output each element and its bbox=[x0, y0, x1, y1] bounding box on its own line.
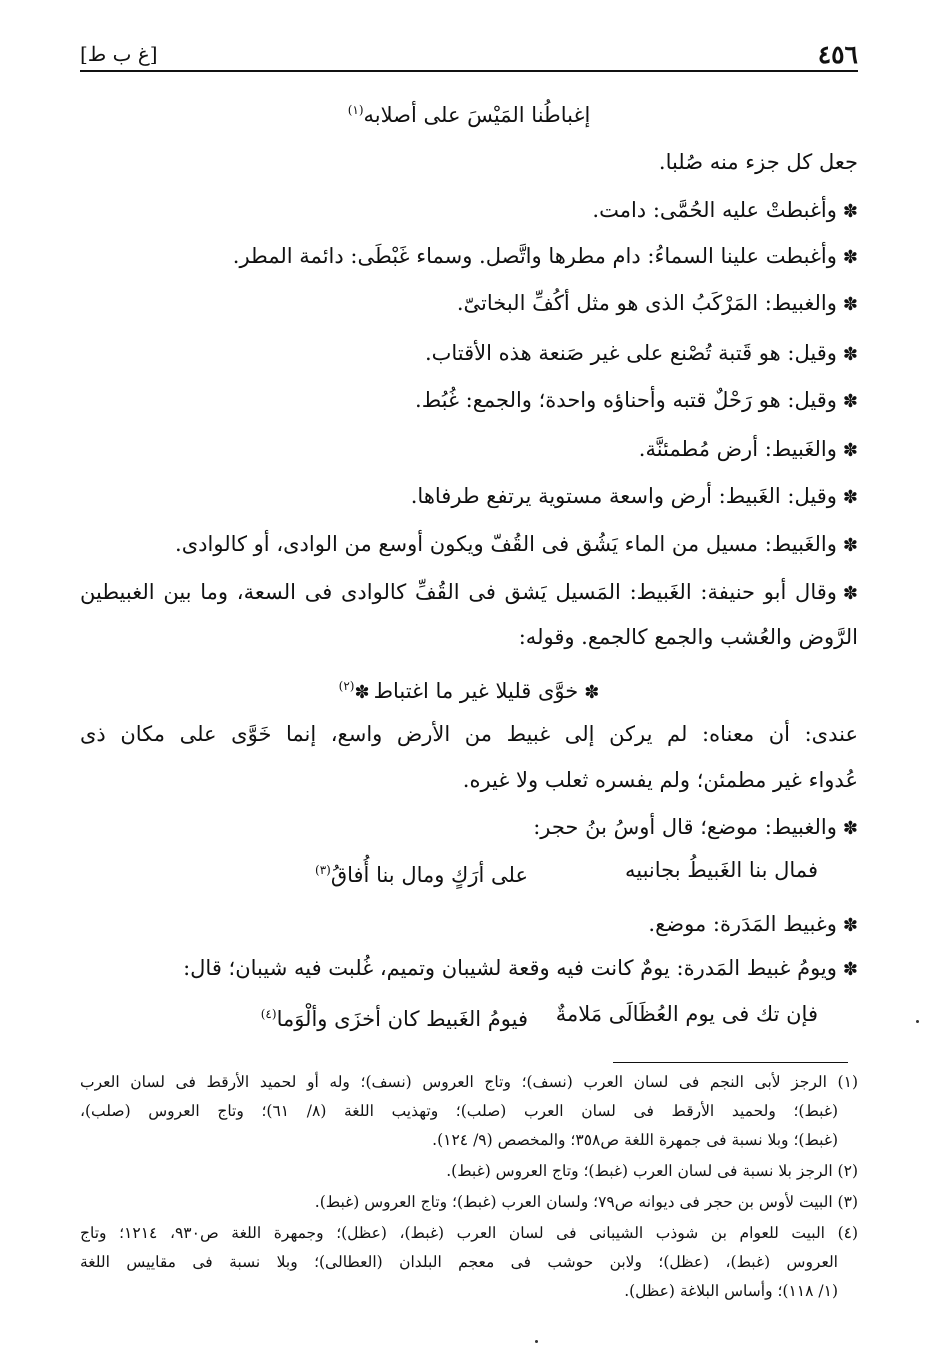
page-number: ٤٥٦ bbox=[817, 40, 858, 69]
entry-line: ✽والغبيط: المَرْكَبُ الذى هو مثل أكُفِّ البخاتىّ. bbox=[456, 291, 858, 315]
entry-star-icon: ✽ bbox=[842, 247, 858, 268]
text-line: الرَّوض والعُشب والجمع كالجمع. وقوله: bbox=[518, 625, 858, 649]
verse-hemistich-right: فإن تك فى يوم العُظَالَى مَلامةٌ bbox=[555, 1002, 818, 1026]
root-letters: [غ ب ط] bbox=[80, 42, 158, 66]
footnote-line: (١) الرجز لأبى النجم فى لسان العرب (نسف)؛ وتاج العروس (نسف)؛ وله أو لحميد الأرقط فى لسان العرب bbox=[80, 1073, 858, 1091]
entry-star-icon: ✽ bbox=[842, 583, 858, 604]
text-line: عُدواء غير مطمئن؛ ولم يفسره ثعلب ولا غيره. bbox=[462, 768, 858, 792]
footnote-line: (غبط)؛ وبلا نسبة فى جمهرة اللغة ص٣٥٨؛ والمخصص (٩/ ١٢٤). bbox=[432, 1131, 838, 1149]
entry-line: ✽وقيل: هو قَتبة تُصْنع على غير صَنعة هذه الأقتاب. bbox=[424, 341, 858, 365]
entry-star-icon: ✽ bbox=[842, 294, 858, 315]
verse-hemistich-right: فمال بنا الغَبيطُ بجانبيه bbox=[625, 858, 818, 882]
entry-line: ✽والغَبيط: أرض مُطمئنَّة. bbox=[638, 437, 858, 461]
footnote-line: (١/ ١١٨)؛ وأساس البلاغة (عظل). bbox=[624, 1282, 838, 1300]
footnote-line: (٣) البيت لأوس بن حجر فى ديوانه ص٧٩؛ ولسان العرب (غبط)؛ وتاج العروس (غبط). bbox=[314, 1193, 858, 1211]
entry-star-icon: ✽ bbox=[354, 682, 370, 703]
entry-line: ✽وأغبطتْ عليه الحُمَّى: دامت. bbox=[592, 198, 858, 222]
footnote-line: (غبط)؛ ولحميد الأرقط فى لسان العرب (صلب)؛ وتهذيب اللغة (٨/ ٦١)؛ وتاج العروس (صلب)، bbox=[80, 1102, 838, 1120]
entry-line: ✽ويومُ غبيط المَدرة: يومٌ كانت فيه وقعة لشيبان وتميم، غُلبت فيه شيبان؛ قال: bbox=[183, 956, 858, 980]
footnote-line: العروس (غبط)، (عظل)؛ ولابن حوشب فى معجم البلدان (العطالى)؛ وبلا نسبة فى مقاييس اللغة bbox=[80, 1253, 838, 1271]
text-line: جعل كل جزء منه صُلبا. bbox=[658, 150, 858, 174]
footnote-line: (٤) البيت للعوام بن شوذب الشيبانى فى لسان العرب (غبط)، (عظل)؛ وجمهرة اللغة ص٩٣٠، ١٢١٤؛ وتاج bbox=[80, 1224, 859, 1242]
entry-star-icon: ✽ bbox=[842, 535, 858, 556]
entry-star-icon: ✽ bbox=[842, 391, 858, 412]
speck bbox=[535, 1340, 538, 1343]
entry-line: ✽وقيل: الغَبيط: أرض واسعة مستوية يرتفع طرفاها. bbox=[410, 484, 858, 508]
verse-line: إغباطُنا المَيْسَ على أصلابه$^{(١)}$ bbox=[347, 103, 591, 127]
entry-star-icon: ✽ bbox=[842, 440, 858, 461]
entry-line: ✽وقيل: هو رَحْلٌ قتبه وأحناؤه واحدة؛ والجمع: غُبُط. bbox=[415, 388, 858, 412]
verse-hemistich-left: على أرَكٍ ومال بنا أُفاقُ$^{(٣)}$ bbox=[315, 863, 528, 887]
entry-star-icon: ✽ bbox=[842, 818, 858, 839]
entry-line: ✽وقال أبو حنيفة: الغَبيط: المَسيل يَشق فى القُفِّ كالوادى فى السعة، وما بين الغبيطين bbox=[80, 580, 858, 604]
entry-star-icon: ✽ bbox=[842, 201, 858, 222]
entry-line: ✽وغبيط المَدَرة: موضع. bbox=[648, 912, 858, 936]
entry-line: ✽وأغبطت علينا السماءُ: دام مطرها واتَّصل. وسماء غَبْطَى: دائمة المطر. bbox=[232, 244, 858, 268]
footnote-rule bbox=[613, 1062, 848, 1063]
verse-line: ✽خوَّى قليلا غير ما اغتباط✽$^{(٢)}$ bbox=[338, 679, 600, 703]
footnote-line: (٢) الرجز بلا نسبة فى لسان العرب (غبط)؛ وتاج العروس (غبط). bbox=[446, 1162, 858, 1180]
entry-star-icon: ✽ bbox=[842, 487, 858, 508]
verse-hemistich-left: فيومُ الغَبيط كان أخزَى وألْوَما$^{(٤)}$ bbox=[260, 1007, 528, 1031]
entry-star-icon: ✽ bbox=[584, 682, 600, 703]
text-line: عندى: أن معناه: لم يركن إلى غبيط من الأرض واسع، إنما خَوَّى على مكان ذى bbox=[80, 722, 858, 746]
speck bbox=[916, 1020, 919, 1023]
entry-line: ✽والغبيط: موضع؛ قال أوسُ بنُ حجر: bbox=[533, 815, 858, 839]
entry-line: ✽والغَبيط: مسيل من الماء يَشُق فى القُفّ ويكون أوسع من الوادى، أو كالوادى. bbox=[175, 532, 858, 556]
page-header bbox=[80, 38, 858, 72]
header-rule bbox=[80, 70, 858, 72]
entry-star-icon: ✽ bbox=[842, 959, 858, 980]
entry-star-icon: ✽ bbox=[842, 915, 858, 936]
entry-star-icon: ✽ bbox=[842, 344, 858, 365]
